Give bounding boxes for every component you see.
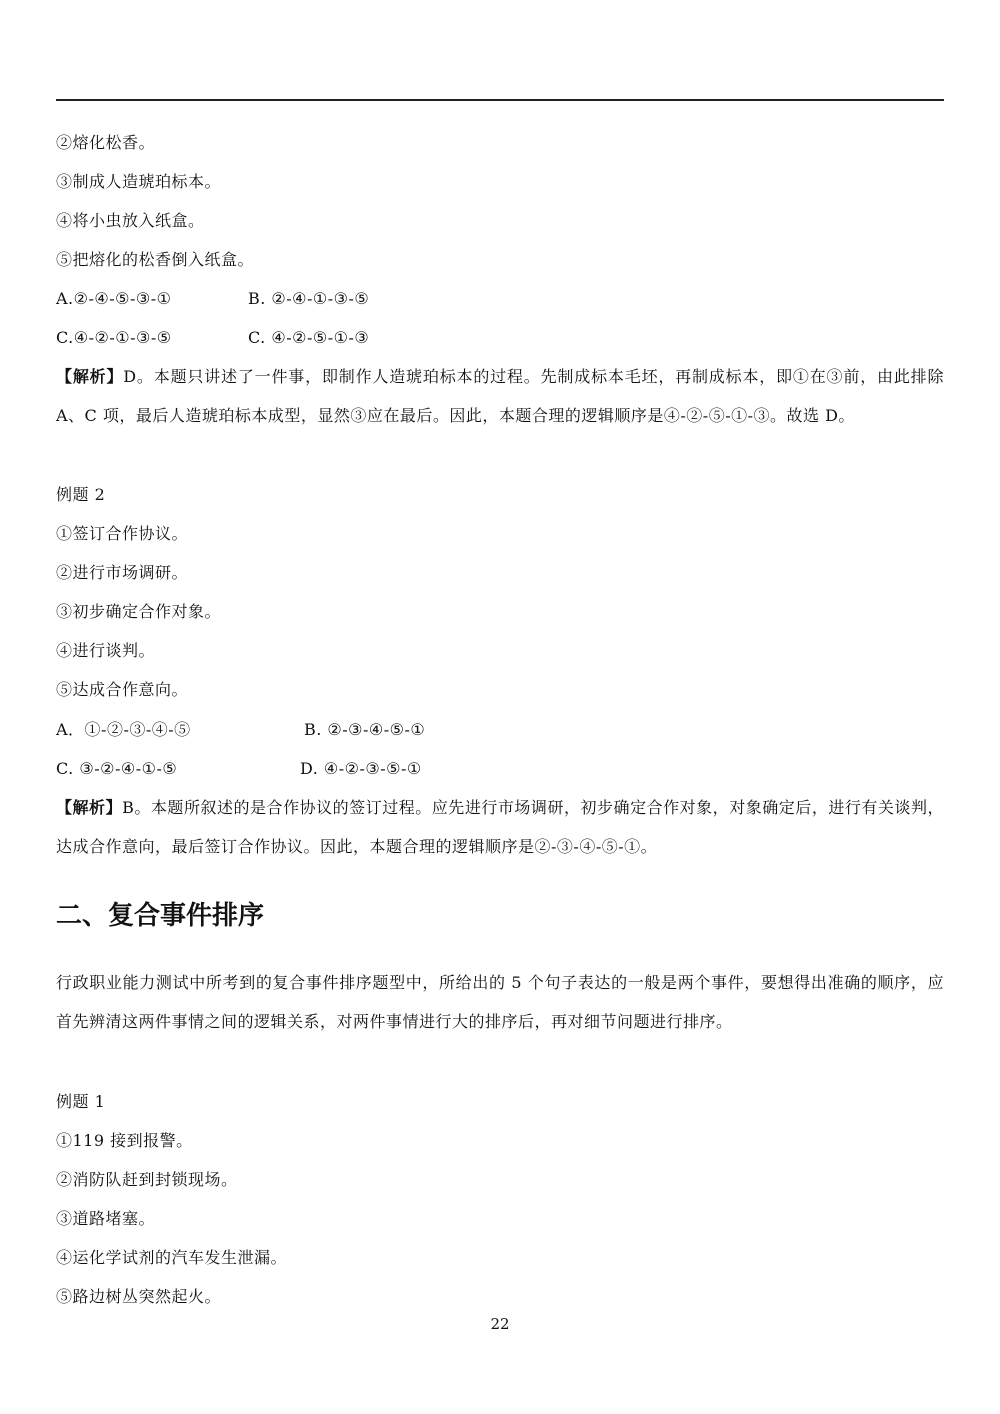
example-title: 例题 2 — [56, 485, 106, 504]
step-line: ②熔化松香。 — [56, 133, 156, 152]
example-title: 例题 1 — [56, 1092, 106, 1111]
analysis-paragraph — [56, 788, 944, 866]
option-d: D. ④-②-③-⑤-① — [300, 759, 422, 778]
section-heading: 二、复合事件排序 — [56, 901, 265, 931]
analysis-text: D。本题只讲述了一件事，即制作人造琥珀标本的过程。先制成标本毛坯，再制成标本，即①在③前，由此排除 A、C 项，最后人造琥珀标本成型，显然③应在最后。因此，本题合理的逻辑顺序是④-②-⑤-①-③。故选 D。 — [56, 367, 944, 425]
step-line: ②消防队赶到封锁现场。 — [56, 1170, 238, 1189]
option-c: C. ③-②-④-①-⑤ — [56, 759, 178, 778]
option-b: B. ②-④-①-③-⑤ — [248, 289, 370, 308]
step-line: ⑤路边树丛突然起火。 — [56, 1287, 222, 1306]
option-d: C. ④-②-⑤-①-③ — [248, 328, 370, 347]
option-a: A.②-④-⑤-③-① — [56, 289, 172, 308]
step-line: ①签订合作协议。 — [56, 524, 189, 543]
analysis-tag: 【解析】 — [56, 367, 124, 386]
analysis-paragraph — [56, 357, 944, 435]
header-rule — [56, 99, 944, 101]
section-intro: 行政职业能力测试中所考到的复合事件排序题型中，所给出的 5 个句子表达的一般是两个事件，要想得出准确的顺序，应首先辨清这两件事情之间的逻辑关系，对两件事情进行大的排序后，再对细节问题进行排序。 — [56, 973, 944, 1031]
step-line: ③制成人造琥珀标本。 — [56, 172, 222, 191]
step-line: ④将小虫放入纸盒。 — [56, 211, 205, 230]
option-c: C.④-②-①-③-⑤ — [56, 328, 172, 347]
analysis-tag: 【解析】 — [56, 798, 123, 817]
step-line: ③道路堵塞。 — [56, 1209, 156, 1228]
step-line: ②进行市场调研。 — [56, 563, 189, 582]
page-number: 22 — [490, 1315, 510, 1333]
option-b: B. ②-③-④-⑤-① — [304, 720, 426, 739]
analysis-text: B。本题所叙述的是合作协议的签订过程。应先进行市场调研，初步确定合作对象，对象确定后，进行有关谈判，达成合作意向，最后签订合作协议。因此，本题合理的逻辑顺序是②-③-④-⑤-①。 — [56, 798, 944, 856]
step-line: ④进行谈判。 — [56, 641, 156, 660]
step-line: ④运化学试剂的汽车发生泄漏。 — [56, 1248, 288, 1267]
option-a: A．①-②-③-④-⑤ — [56, 720, 191, 739]
step-line: ⑤把熔化的松香倒入纸盒。 — [56, 250, 255, 269]
step-line: ①119 接到报警。 — [56, 1131, 193, 1150]
step-line: ⑤达成合作意向。 — [56, 680, 189, 699]
step-line: ③初步确定合作对象。 — [56, 602, 222, 621]
